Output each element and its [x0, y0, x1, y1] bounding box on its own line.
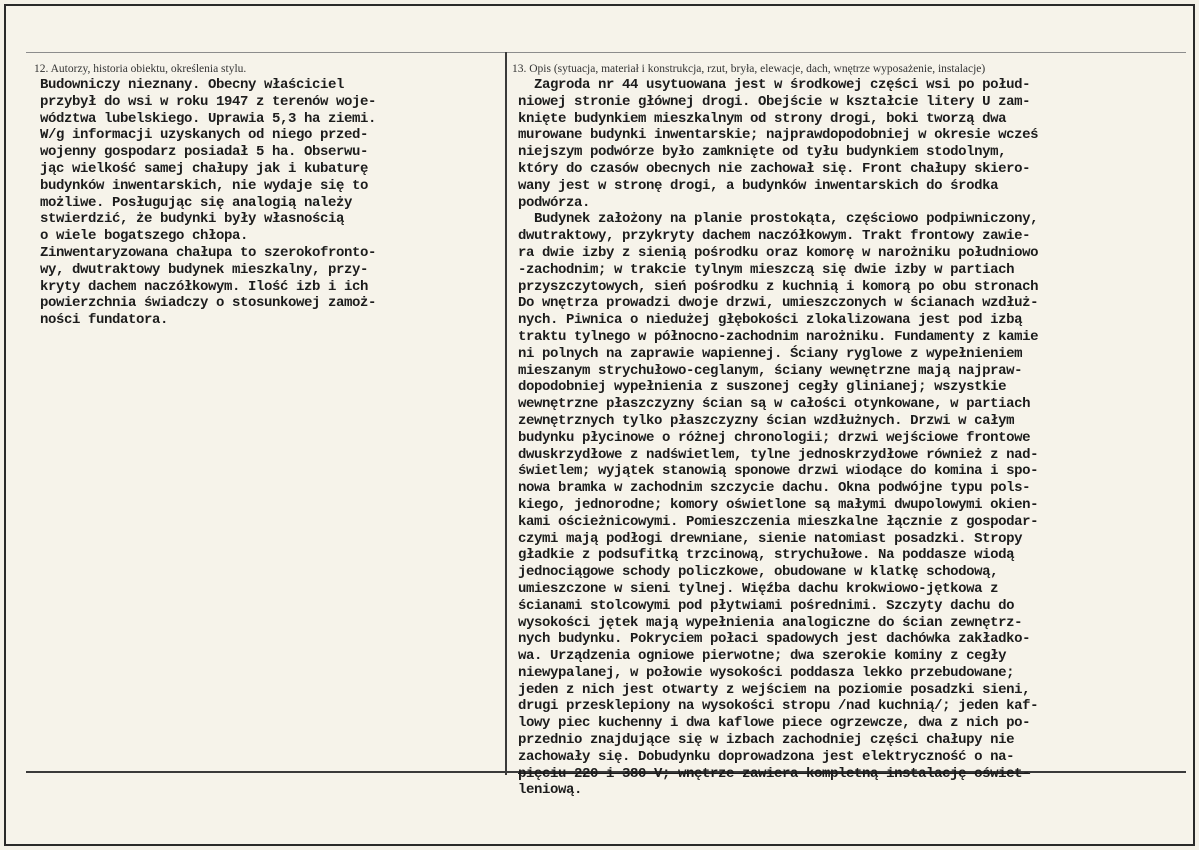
- text-line: przyszczytowych, sień pośrodku z kuchnią i komorą po obu stronach: [518, 278, 1039, 295]
- text-line: -zachodnim; w trakcie tylnym mieszczą się dwie izby w partiach: [518, 261, 1015, 278]
- text-line: powierzchnia świadczy o stosunkowej zamoż-: [40, 295, 377, 312]
- text-line: wy, dwutraktowy budynek mieszkalny, przy-: [40, 261, 369, 278]
- text-line: drugi przesklepiony na wysokości stropu /nad kuchnią/; jeden kaf-: [518, 698, 1039, 715]
- section-12-header: 12. Autorzy, historia obiektu, określenia stylu.: [34, 63, 247, 75]
- text-line: wa. Urządzenia ogniowe pierwotne; dwa szerokie kominy z cegły: [518, 648, 1007, 665]
- text-line: gładkie z podsufitką trzcinową, strychułowe. Na poddasze wiodą: [518, 547, 1015, 564]
- text-line: czymi mają podłogi drewniane, sienie natomiast posadzki. Stropy: [518, 530, 1023, 547]
- text-line: podwórza.: [518, 194, 591, 211]
- text-line: zachowały się. Dobudynku doprowadzona jest elektryczność o na-: [518, 748, 1015, 765]
- text-line: wany jest w stronę drogi, a budynków inwentarskich do środka: [518, 177, 999, 194]
- section-12-text: [40, 77, 500, 329]
- text-line: niejszym podwórze było zamknięte od tyłu budynkiem stodolnym,: [518, 144, 1007, 161]
- text-line: nych. Piwnica o niedużej głębokości zlokalizowana jest pod izbą: [518, 312, 1023, 329]
- text-line: jednociągowe schody policzkowe, obudowane w klatkę schodową,: [518, 564, 999, 581]
- text-line: zewnętrznych tylko płaszczyzny ścian wzdłużnych. Drzwi w całym: [518, 412, 1015, 429]
- text-line: Do wnętrza prowadzi dwoje drzwi, umieszczonych w ścianach wzdłuż-: [518, 295, 1039, 312]
- text-line: leniową.: [518, 782, 583, 799]
- text-line: niewypalanej, w połowie wysokości poddasza lekko przebudowane;: [518, 664, 1015, 681]
- section-13-text: [518, 77, 1193, 799]
- text-line: przednio znajdujące się w izbach zachodniej części chałupy nie: [518, 732, 1015, 749]
- text-line: świetlem; wyjątek stanowią sponowe drzwi wiodące do komina i spo-: [518, 463, 1039, 480]
- text-line: mieszanym strychułowo-ceglanym, ściany wewnętrzne mają najpraw-: [518, 362, 1023, 379]
- text-line: kami ościeżnicowymi. Pomieszczenia mieszkalne łącznie z gospodar-: [518, 513, 1039, 530]
- text-line: traktu tylnego w północno-zachodnim narożniku. Fundamenty z kamie: [518, 328, 1039, 345]
- text-line: wództwa lubelskiego. Uprawia 5,3 ha ziemi.: [40, 110, 377, 127]
- text-line: murowane budynki inwentarskie; najprawdopodobniej w okresie wcześ: [518, 127, 1039, 144]
- text-line: wysokości jętek mają wypełnienia analogiczne do ścian zewnętrz-: [518, 614, 1023, 631]
- top-rule: [26, 52, 1186, 53]
- text-line: W/g informacji uzyskanych od niego przed-: [40, 127, 369, 144]
- text-line: ni polnych na zaprawie wapiennej. Ściany ryglowe z wypełnieniem: [518, 345, 1023, 362]
- text-line: lowy piec kuchenny i dwa kaflowe piece ogrzewcze, dwa z nich po-: [518, 715, 1031, 732]
- text-line: dopodobniej wypełnienia z suszonej cegły glinianej; wszystkie: [518, 379, 1007, 396]
- text-line: ności fundatora.: [40, 312, 169, 329]
- text-line: wojenny gospodarz posiadał 5 ha. Obserwu-: [40, 144, 369, 161]
- text-line: Zinwentaryzowana chałupa to szerokofronto-: [40, 244, 377, 261]
- text-line: stwierdzić, że budynki były własnością: [40, 211, 345, 228]
- text-line: o wiele bogatszego chłopa.: [40, 228, 249, 245]
- text-line: jąc wielkość samej chałupy jak i kubaturę: [40, 160, 369, 177]
- text-line: knięte budynkiem mieszkalnym od strony drogi, boki tworzą dwa: [518, 110, 1007, 127]
- text-line: Budowniczy nieznany. Obecny właściciel: [40, 77, 345, 93]
- text-line: nych budynku. Pokryciem połaci spadowych jest dachówka zakładko-: [518, 631, 1031, 648]
- column-divider: [505, 52, 507, 775]
- text-line: możliwe. Posługując się analogią należy: [40, 194, 353, 211]
- text-line: wewnętrzne płaszczyzny ścian są w całości otynkowane, w partiach: [518, 396, 1031, 413]
- text-line: umieszczone w sieni tylnej. Więźba dachu krokwiowo-jętkowa z: [518, 580, 999, 597]
- text-line: dwuskrzydłowe z nadświetlem, tylne jednoskrzydłowe również z nad-: [518, 446, 1039, 463]
- text-line: jeden z nich jest otwarty z wejściem na poziomie posadzki sieni,: [518, 681, 1031, 698]
- text-line: pięciu 220 i 380 V; wnętrze zawiera kompletną instalację oświet-: [518, 765, 1031, 782]
- text-line: który do czasów obecnych nie zachował się. Front chałupy skiero-: [518, 160, 1031, 177]
- text-line: budynku płycinowe o różnej chronologii; drzwi wejściowe frontowe: [518, 429, 1031, 446]
- text-line: Budynek założony na planie prostokąta, częściowo podpiwniczony,: [518, 211, 1039, 228]
- section-13-header: 13. Opis (sytuacja, materiał i konstrukcja, rzut, bryła, elewacje, dach, wnętrze wyposażenie, instalacje): [512, 63, 986, 75]
- text-line: nowa bramka w zachodnim szczycie dachu. Okna podwójne typu pols-: [518, 480, 1031, 497]
- text-line: dwutraktowy, przykryty dachem naczółkowym. Trakt frontowy zawie-: [518, 228, 1031, 245]
- text-line: ścianami stolcowymi pod płytwiami pośrednimi. Szczyty dachu do: [518, 597, 1015, 614]
- text-line: przybył do wsi w roku 1947 z terenów woje-: [40, 93, 377, 110]
- text-line: budynków inwentarskich, nie wydaje się to: [40, 177, 369, 194]
- text-line: niowej stronie głównej drogi. Obejście w kształcie litery U zam-: [518, 93, 1031, 110]
- text-line: kiego, jednorodne; komory oświetlone są małymi dwupolowymi okien-: [518, 496, 1039, 513]
- text-line: kryty dachem naczółkowym. Ilość izb i ich: [40, 278, 369, 295]
- text-line: Zagroda nr 44 usytuowana jest w środkowej części wsi po połud-: [518, 77, 1031, 93]
- text-line: ra dwie izby z sienią pośrodku oraz komorę w narożniku południowo: [518, 244, 1039, 261]
